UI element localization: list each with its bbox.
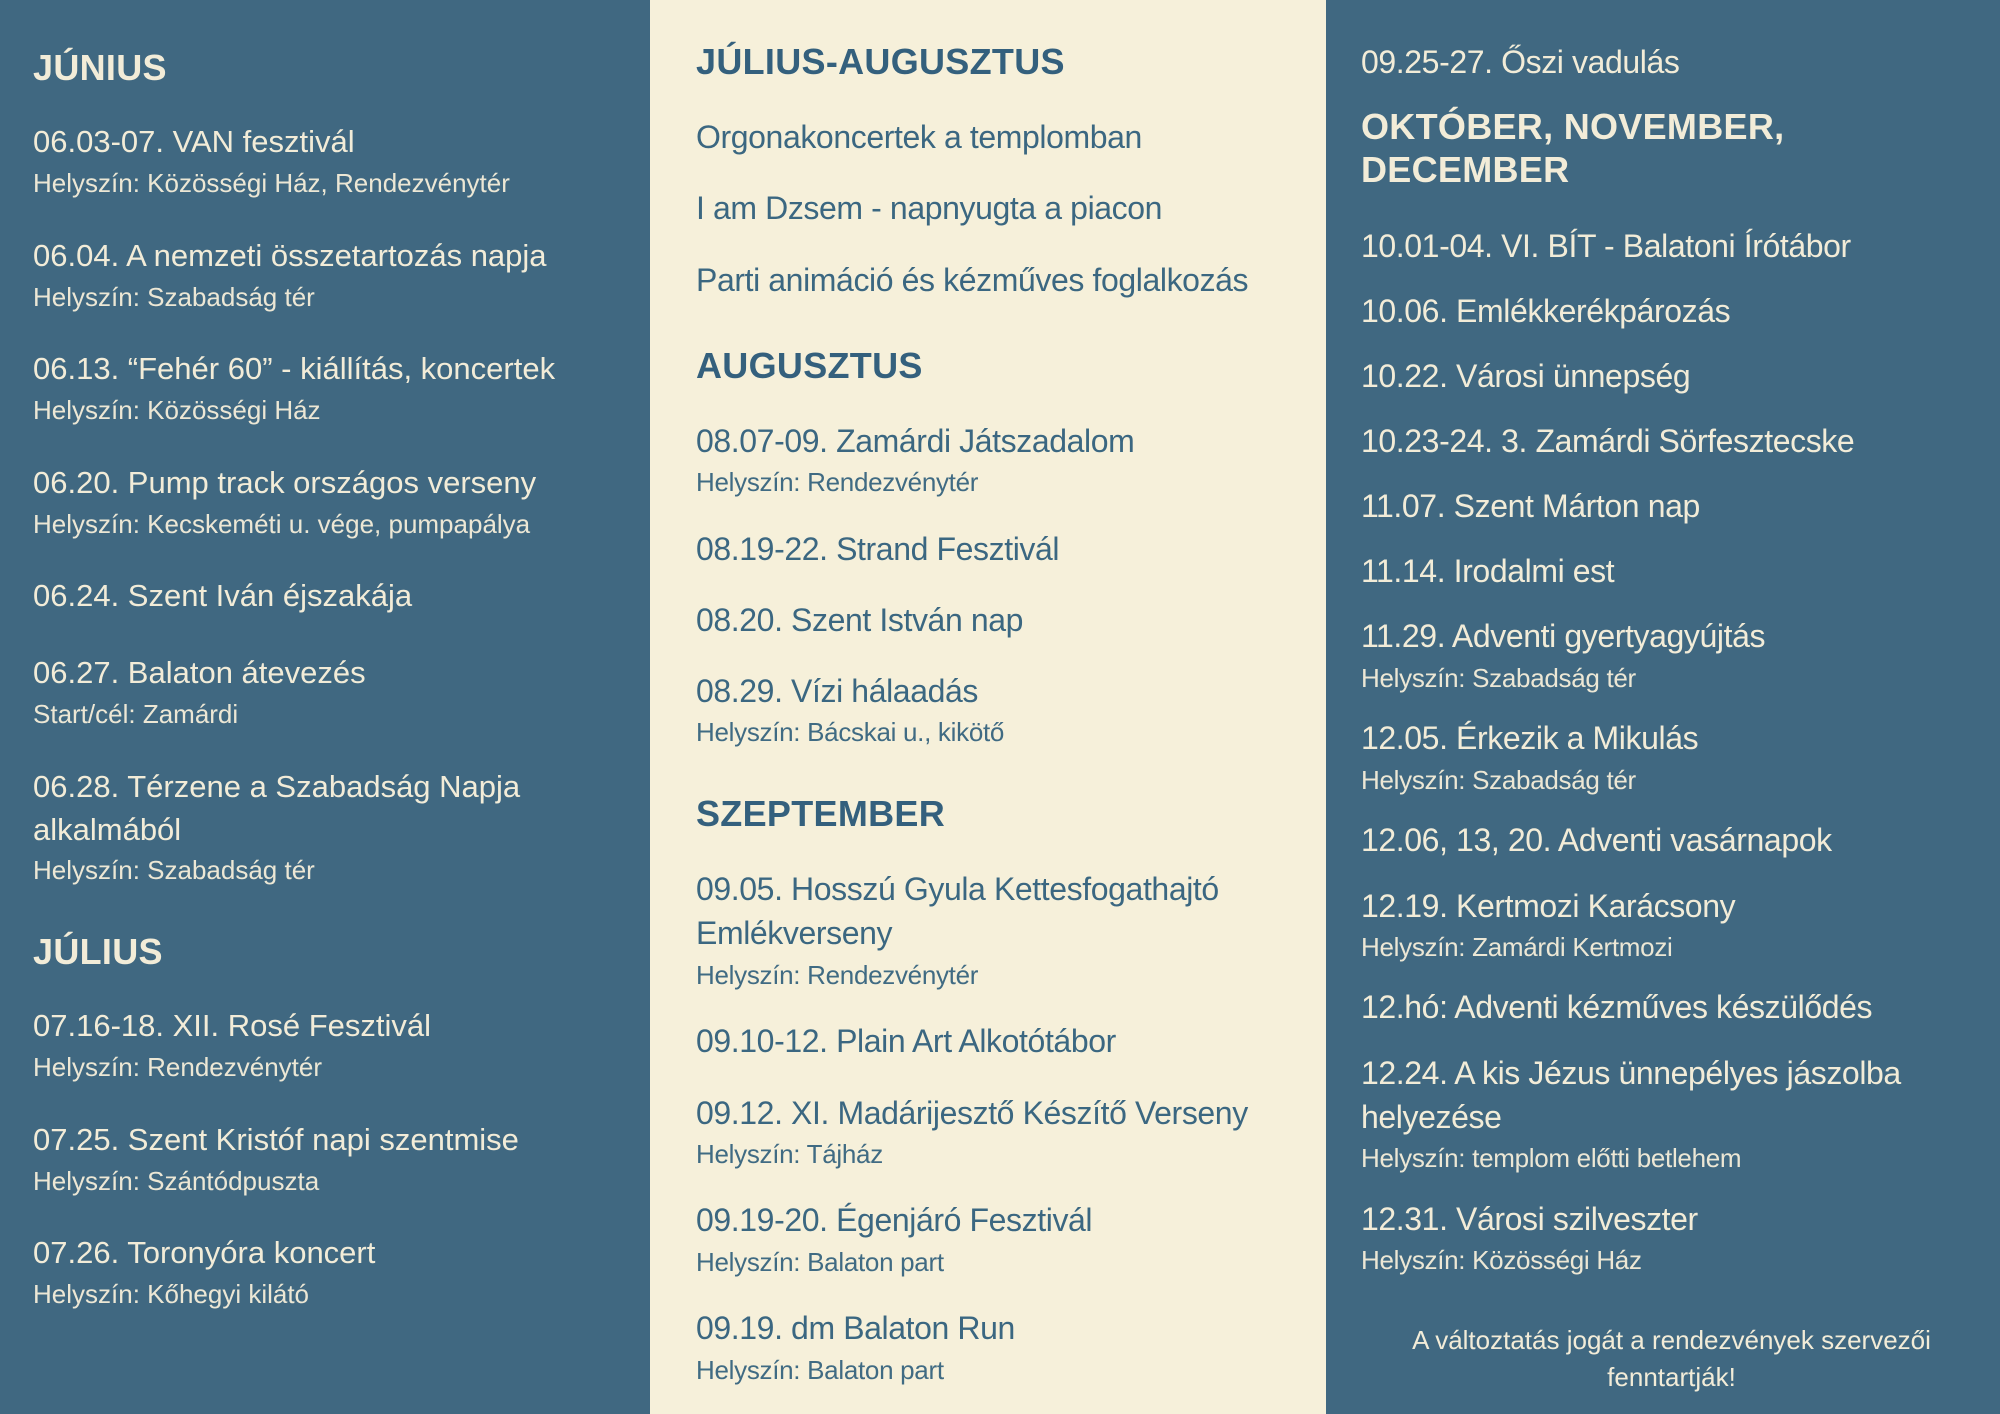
event-item: [1361, 614, 1982, 695]
event-title: 06.03-07. VAN fesztivál: [33, 124, 355, 160]
event-location: Helyszín: Balaton part: [696, 1246, 944, 1277]
event-title: 10.22. Városi ünnepség: [1361, 357, 1691, 394]
event-title: 08.07-09. Zamárdi Játszadalom: [696, 422, 1135, 459]
event-title: 06.20. Pump track országos verseny: [33, 464, 537, 500]
event-title: 12.31. Városi szilveszter: [1361, 1200, 1698, 1237]
event-item: [1361, 354, 1982, 398]
month-section-oktober-november-december: [1361, 105, 1982, 1278]
event-location: Helyszín: Szabadság tér: [33, 281, 315, 312]
month-section-szeptember: [696, 792, 1298, 1387]
event-item: [696, 419, 1298, 500]
event-location: Helyszín: Rendezvénytér: [696, 959, 979, 990]
event-item: [1361, 419, 1982, 463]
event-title: 08.29. Vízi hálaadás: [696, 673, 978, 710]
event-location: Helyszín: Bácskai u., kikötő: [696, 717, 1005, 748]
event-location: Start/cél: Zamárdi: [33, 698, 239, 729]
event-item: [1361, 884, 1982, 965]
event-item: [1361, 224, 1982, 268]
event-title: 11.29. Adventi gyertyagyújtás: [1361, 618, 1766, 655]
event-title: 12.hó: Adventi kézműves készülődés: [1361, 989, 1873, 1026]
event-item: [696, 1306, 1298, 1387]
footer-note: A változtatás jogát a rendezvények szervezői fenntartják!: [1412, 1324, 1931, 1393]
event-location: Helyszín: Szabadság tér: [1361, 764, 1636, 795]
event-location: Helyszín: Kőhegyi kilátó: [33, 1279, 310, 1310]
event-title: 09.25-27. Őszi vadulás: [1361, 44, 1680, 80]
event-item: [33, 575, 638, 618]
event-title: 12.06, 13, 20. Adventi vasárnapok: [1361, 822, 1832, 859]
month-section-augusztus: [696, 344, 1298, 750]
event-item: [1361, 985, 1982, 1029]
event-location: Helyszín: Tájház: [696, 1138, 883, 1169]
event-title: 12.24. A kis Jézus ünnepélyes jászolba helyezése: [1361, 1054, 1901, 1135]
event-item: [696, 1198, 1298, 1279]
event-title: 09.10-12. Plain Art Alkotótábor: [696, 1023, 1116, 1060]
event-item: [1361, 1197, 1982, 1278]
event-item: [33, 348, 638, 428]
month-header-oktober-november-december: OKTÓBER, NOVEMBER, DECEMBER: [1361, 106, 1785, 191]
event-title: 10.23-24. 3. Zamárdi Sörfesztecske: [1361, 423, 1855, 459]
event-title: 09.19-20. Égenjáró Fesztivál: [696, 1202, 1093, 1239]
event-item: [696, 527, 1298, 571]
event-item: [1361, 289, 1982, 333]
event-item: [696, 1019, 1298, 1063]
event-item: [33, 1119, 638, 1199]
event-title: 06.04. A nemzeti összetartozás napja: [33, 237, 547, 273]
event-item: [33, 235, 638, 315]
event-location: Helyszín: Szabadság tér: [1361, 662, 1636, 693]
event-location: Helyszín: Kecskeméti u. vége, pumpapálya: [33, 508, 531, 539]
event-title: Parti animáció és kézműves foglalkozás: [696, 261, 1249, 298]
event-title: 09.19. dm Balaton Run: [696, 1310, 1015, 1347]
event-item: [1361, 549, 1982, 593]
event-item: [696, 258, 1298, 302]
event-title: 12.05. Érkezik a Mikulás: [1361, 720, 1699, 757]
event-title: 08.20. Szent István nap: [696, 601, 1024, 638]
event-title: 07.26. Toronyóra koncert: [33, 1235, 376, 1271]
event-location: Helyszín: Szabadság tér: [33, 855, 315, 886]
event-location: Helyszín: Közösségi Ház: [1361, 1244, 1642, 1275]
event-title: 07.25. Szent Kristóf napi szentmise: [33, 1121, 519, 1157]
event-title: 11.07. Szent Márton nap: [1361, 488, 1700, 525]
month-section-julius: [33, 930, 638, 1312]
event-title: 11.14. Irodalmi est: [1361, 553, 1615, 590]
month-header-augusztus: AUGUSZTUS: [696, 344, 923, 386]
event-item: [33, 766, 638, 888]
event-item: [33, 1232, 638, 1312]
event-location: Helyszín: Balaton part: [696, 1354, 944, 1385]
event-item: [696, 598, 1298, 642]
column-autumn-winter: [1326, 0, 2000, 1414]
event-item: [33, 462, 638, 542]
month-header-szeptember: SZEPTEMBER: [696, 793, 946, 835]
event-title: 12.19. Kertmozi Karácsony: [1361, 887, 1736, 924]
event-location: Helyszín: templom előtti betlehem: [1361, 1142, 1742, 1173]
event-item: [696, 669, 1298, 750]
event-title: 09.12. XI. Madárijesztő Készítő Verseny: [696, 1094, 1248, 1131]
column-june-july: [0, 0, 650, 1414]
event-title: 06.28. Térzene a Szabadság Napja alkalmából: [33, 768, 521, 847]
event-title: 06.27. Balaton átevezés: [33, 655, 366, 691]
event-location: Helyszín: Rendezvénytér: [33, 1052, 323, 1083]
event-location: Helyszín: Rendezvénytér: [696, 467, 979, 497]
event-item: [33, 121, 638, 201]
event-item: [1361, 716, 1982, 797]
column-summer-september: [650, 0, 1326, 1414]
event-item: [1361, 1051, 1982, 1176]
month-header-junius: JÚNIUS: [33, 47, 167, 88]
event-item: [1361, 484, 1982, 528]
event-title: 06.24. Szent Iván éjszakája: [33, 578, 413, 614]
event-title: 06.13. “Fehér 60” - kiállítás, koncertek: [33, 351, 556, 387]
event-item: [696, 115, 1298, 159]
month-header-julius: JÚLIUS: [33, 931, 163, 973]
event-location: Helyszín: Szántódpuszta: [33, 1165, 320, 1196]
event-item: [696, 867, 1298, 992]
event-title: 10.06. Emlékkerékpározás: [1361, 292, 1731, 329]
event-location: Helyszín: Zamárdi Kertmozi: [1361, 931, 1673, 962]
event-item: [1361, 40, 1982, 84]
event-title: 07.16-18. XII. Rosé Fesztivál: [33, 1008, 432, 1044]
event-item: [696, 186, 1298, 230]
event-location: Helyszín: Közösségi Ház: [33, 395, 321, 426]
event-item: [696, 1091, 1298, 1172]
month-header-julius-augusztus: JÚLIUS-AUGUSZTUS: [696, 41, 1065, 82]
event-location: Helyszín: Közösségi Ház, Rendezvénytér: [33, 167, 510, 198]
event-title: 10.01-04. VI. BÍT - Balatoni Írótábor: [1361, 227, 1851, 264]
event-title: Orgonakoncertek a templomban: [696, 119, 1142, 156]
event-item: [33, 652, 638, 732]
event-title: I am Dzsem - napnyugta a piacon: [696, 190, 1163, 227]
event-title: 09.05. Hosszú Gyula Kettesfogathajtó Emlékverseny: [696, 871, 1219, 952]
event-item: [33, 1005, 638, 1085]
event-title: 08.19-22. Strand Fesztivál: [696, 530, 1060, 567]
month-section-julius-augusztus: [696, 40, 1298, 302]
month-section-junius: [33, 46, 638, 888]
event-item: [1361, 818, 1982, 862]
